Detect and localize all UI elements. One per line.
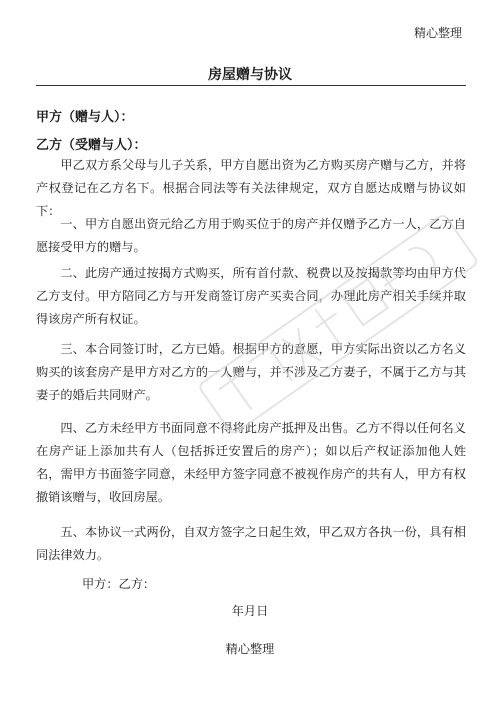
party-b-label: 乙方（受赠与人）： — [36, 138, 147, 153]
clause-1: 一、甲方自愿出资元给乙方用于购买位于的房产并仅赠予乙方一人，乙方自愿接受甲方的赠与。 — [36, 217, 466, 254]
footer-note: 精心整理 — [225, 642, 275, 656]
clause-3: 三、本合同签订时，乙方已婚。根据甲方的意愿，甲方实际出资以乙方名义购买的该套房产是甲方对乙方的一人赠与，并不涉及乙方妻子，不属于乙方与其妻子的婚后共同财产。 — [36, 342, 466, 402]
clause-4: 四、乙方未经甲方书面同意不得将此房产抵押及出售。乙方不得以任何名义在房产证上添加共有人（包括拆迁安置后的房产）；如以后产权证添加他人姓名，需甲方书面签字同意，未经甲方签字同意不被视作房产的共有人，甲方有权撤销该赠与，收回房屋。 — [36, 421, 466, 504]
date-line: 年月日 — [231, 604, 269, 618]
document-title: 房屋赠与协议 — [208, 67, 292, 83]
intro-paragraph: 甲乙双方系父母与儿子关系，甲方自愿出资为乙方购买房产赠与乙方，并将产权登记在乙方名下。根据合同法等有关法律规定，双方自愿达成赠与协议如下： — [36, 158, 466, 218]
header-note: 精心整理 — [413, 26, 462, 40]
signature-line: 甲方：乙方： — [82, 577, 156, 591]
clause-5: 五、本协议一式两份，自双方签字之日起生效，甲乙双方各执一份，具有相同法律效力。 — [36, 525, 466, 562]
clause-2: 二、此房产通过按揭方式购买，所有首付款、税费以及按揭款等均由甲方代乙方支付。甲方陪同乙方与开发商签订房产买卖合同，办理此房产相关手续并取得该房产所有权证。 — [36, 266, 466, 326]
party-a-label: 甲方（赠与人）： — [36, 110, 134, 125]
title-divider — [36, 85, 466, 86]
